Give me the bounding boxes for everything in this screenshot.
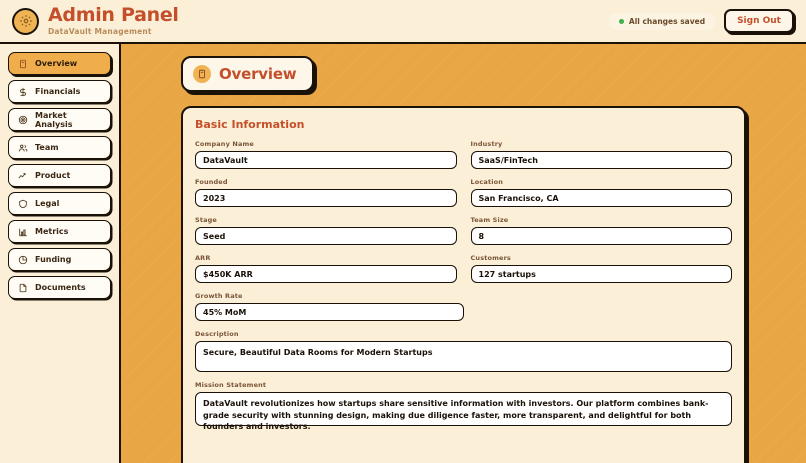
- shield-icon: [17, 198, 28, 209]
- field-company-name: [195, 140, 457, 169]
- field-industry: [471, 140, 733, 169]
- sidebar-item-label: Market Analysis: [35, 110, 73, 129]
- gear-icon: [12, 8, 39, 35]
- sidebar-item-label: Overview: [35, 59, 78, 68]
- sidebar-item-funding[interactable]: [8, 248, 111, 271]
- sidebar-item-label: Team: [35, 143, 59, 152]
- card-title: Basic Information: [195, 118, 305, 131]
- sidebar: [0, 44, 121, 463]
- trending-up-icon: [17, 170, 28, 181]
- company-name-input[interactable]: DataVault: [195, 151, 457, 169]
- field-founded: [195, 178, 457, 207]
- brand: [12, 3, 179, 37]
- basic-information-card: [181, 106, 746, 463]
- fields-grid: [195, 140, 732, 292]
- main-content: [121, 44, 806, 463]
- field-mission-statement: [195, 381, 732, 432]
- sidebar-item-documents[interactable]: [8, 276, 111, 299]
- field-label: Growth Rate: [195, 292, 243, 300]
- sidebar-item-financials[interactable]: [8, 80, 111, 103]
- status-badge: [609, 13, 715, 30]
- sidebar-item-label: Documents: [35, 283, 86, 292]
- field-label: Customers: [470, 254, 511, 262]
- location-input[interactable]: San Francisco, CA: [471, 189, 733, 207]
- app-subtitle: DataVault Management: [48, 27, 152, 37]
- team-size-input[interactable]: 8: [471, 227, 733, 245]
- page-title: Overview: [219, 65, 297, 83]
- industry-input[interactable]: SaaS/FinTech: [471, 151, 733, 169]
- mission-statement-textarea[interactable]: DataVault revolutionizes how startups share sensitive information with investors. Our platform combines bank-grade security with stunning design, making due diligence faster, more transparent, and delightful for both founders and investors.: [195, 392, 732, 426]
- field-label: Industry: [470, 140, 503, 148]
- field-stage: [195, 216, 457, 245]
- arr-input[interactable]: $450K ARR: [195, 265, 457, 283]
- bar-chart-icon: [17, 226, 28, 237]
- field-team-size: [471, 216, 733, 245]
- clipboard-icon: [17, 58, 28, 69]
- top-header: [0, 0, 806, 44]
- clipboard-icon: [193, 65, 211, 83]
- sidebar-item-market-analysis[interactable]: [8, 108, 111, 131]
- field-label: Company Name: [195, 140, 254, 148]
- brand-text: [48, 3, 179, 37]
- field-arr: [195, 254, 457, 283]
- header-actions: [609, 9, 794, 33]
- field-label: Team Size: [470, 216, 509, 224]
- field-label: Founded: [195, 178, 228, 186]
- field-label: Mission Statement: [195, 381, 267, 389]
- sidebar-item-label: Metrics: [35, 227, 69, 236]
- document-icon: [17, 282, 28, 293]
- target-icon: [17, 114, 28, 125]
- sidebar-item-label: Financials: [35, 87, 81, 96]
- field-location: [471, 178, 733, 207]
- sidebar-item-team[interactable]: [8, 136, 111, 159]
- growth-rate-input[interactable]: 45% MoM: [195, 303, 464, 321]
- status-dot-icon: [619, 19, 624, 24]
- sidebar-item-label: Product: [35, 171, 71, 180]
- sign-out-button[interactable]: Sign Out: [724, 9, 794, 33]
- page-title-tab[interactable]: [181, 56, 314, 92]
- app-title: Admin Panel: [48, 3, 179, 26]
- dollar-icon: [17, 86, 28, 97]
- customers-input[interactable]: 127 startups: [471, 265, 733, 283]
- pie-chart-icon: [17, 254, 28, 265]
- field-label: ARR: [195, 254, 211, 262]
- sidebar-item-overview[interactable]: [8, 52, 111, 75]
- sidebar-item-label: Funding: [35, 255, 72, 264]
- description-textarea[interactable]: Secure, Beautiful Data Rooms for Modern Startups: [195, 341, 732, 372]
- field-label: Description: [195, 330, 239, 338]
- founded-input[interactable]: 2023: [195, 189, 457, 207]
- status-label: All changes saved: [628, 16, 706, 26]
- sidebar-item-metrics[interactable]: [8, 220, 111, 243]
- field-growth-rate: [195, 292, 732, 321]
- sidebar-item-legal[interactable]: [8, 192, 111, 215]
- people-icon: [17, 142, 28, 153]
- sidebar-item-label: Legal: [35, 199, 60, 208]
- field-label: Stage: [195, 216, 217, 224]
- stage-input[interactable]: Seed: [195, 227, 457, 245]
- field-description: [195, 330, 732, 372]
- field-label: Location: [470, 178, 503, 186]
- field-customers: [471, 254, 733, 283]
- body-row: [0, 44, 806, 463]
- sidebar-item-product[interactable]: [8, 164, 111, 187]
